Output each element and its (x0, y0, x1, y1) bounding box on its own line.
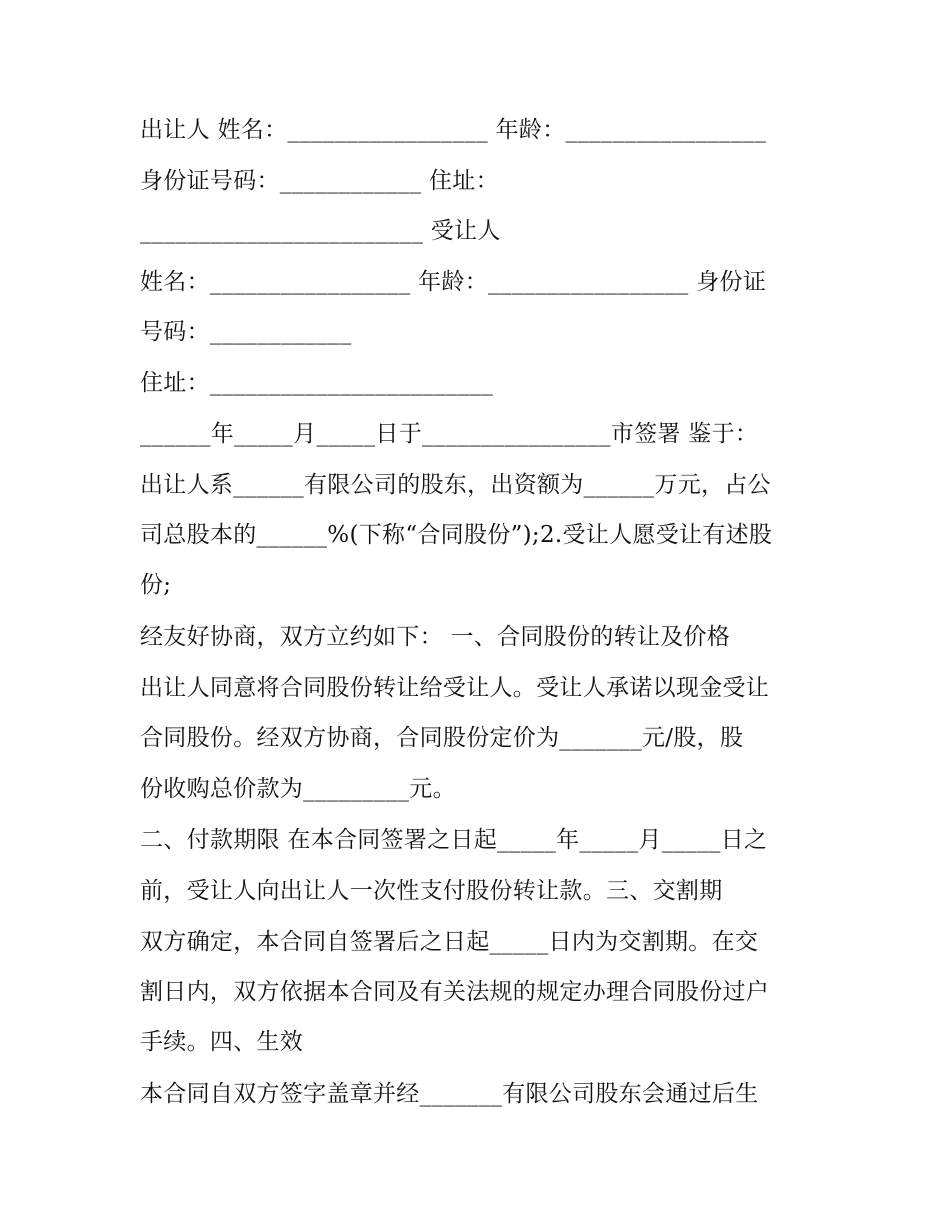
transferee-heading-line: ________________________ 受让人 (140, 218, 501, 244)
section-4-body-line-1: 本合同自双方签字盖章并经_______有限公司股东会通过后生 (140, 1081, 759, 1107)
transferee-name-age-line: 姓名：_________________ 年龄：_________________ 身份证 (140, 269, 767, 295)
recital-line-3: 份; (140, 572, 172, 598)
recital-line-2: 司总股本的______%(下称“合同股份”);2.受让人愿受让有述股 (140, 522, 773, 548)
signing-date-line: ______年_____月_____日于________________市签署 鉴于： (140, 421, 759, 447)
section-4-heading-line: 手续。四、生效 (140, 1029, 304, 1055)
section-1-body-line-2: 合同股份。经双方协商，合同股份定价为_______元/股，股 (140, 725, 744, 751)
transferee-id-line: 号码：____________ (140, 319, 352, 345)
section-3-line-1: 双方确定，本合同自签署后之日起_____日内为交割期。在交 (140, 929, 759, 955)
section-1-body-line-3: 份收购总价款为_________元。 (140, 776, 456, 802)
recital-line-1: 出让人系______有限公司的股东，出资额为______万元，占公 (140, 472, 771, 498)
section-2-line-1: 二、付款期限 在本合同签署之日起_____年_____月_____日之 (140, 827, 768, 853)
transferee-address-line: 住址：________________________ (140, 370, 494, 396)
section-2-line-2: 前，受让人向出让人一次性支付股份转让款。三、交割期 (140, 878, 723, 904)
transferor-name-age-line: 出让人 姓名：_________________ 年龄：_________________ (140, 117, 767, 143)
section-1-heading-line: 经友好协商，双方立约如下： 一、合同股份的转让及价格 (140, 624, 731, 650)
section-3-line-2: 割日内，双方依据本合同及有关法规的规定办理合同股份过户 (140, 979, 770, 1005)
transferor-id-address-line: 身份证号码：____________ 住址： (140, 168, 499, 194)
section-1-body-line-1: 出让人同意将合同股份转让给受让人。受让人承诺以现金受让 (140, 675, 770, 701)
